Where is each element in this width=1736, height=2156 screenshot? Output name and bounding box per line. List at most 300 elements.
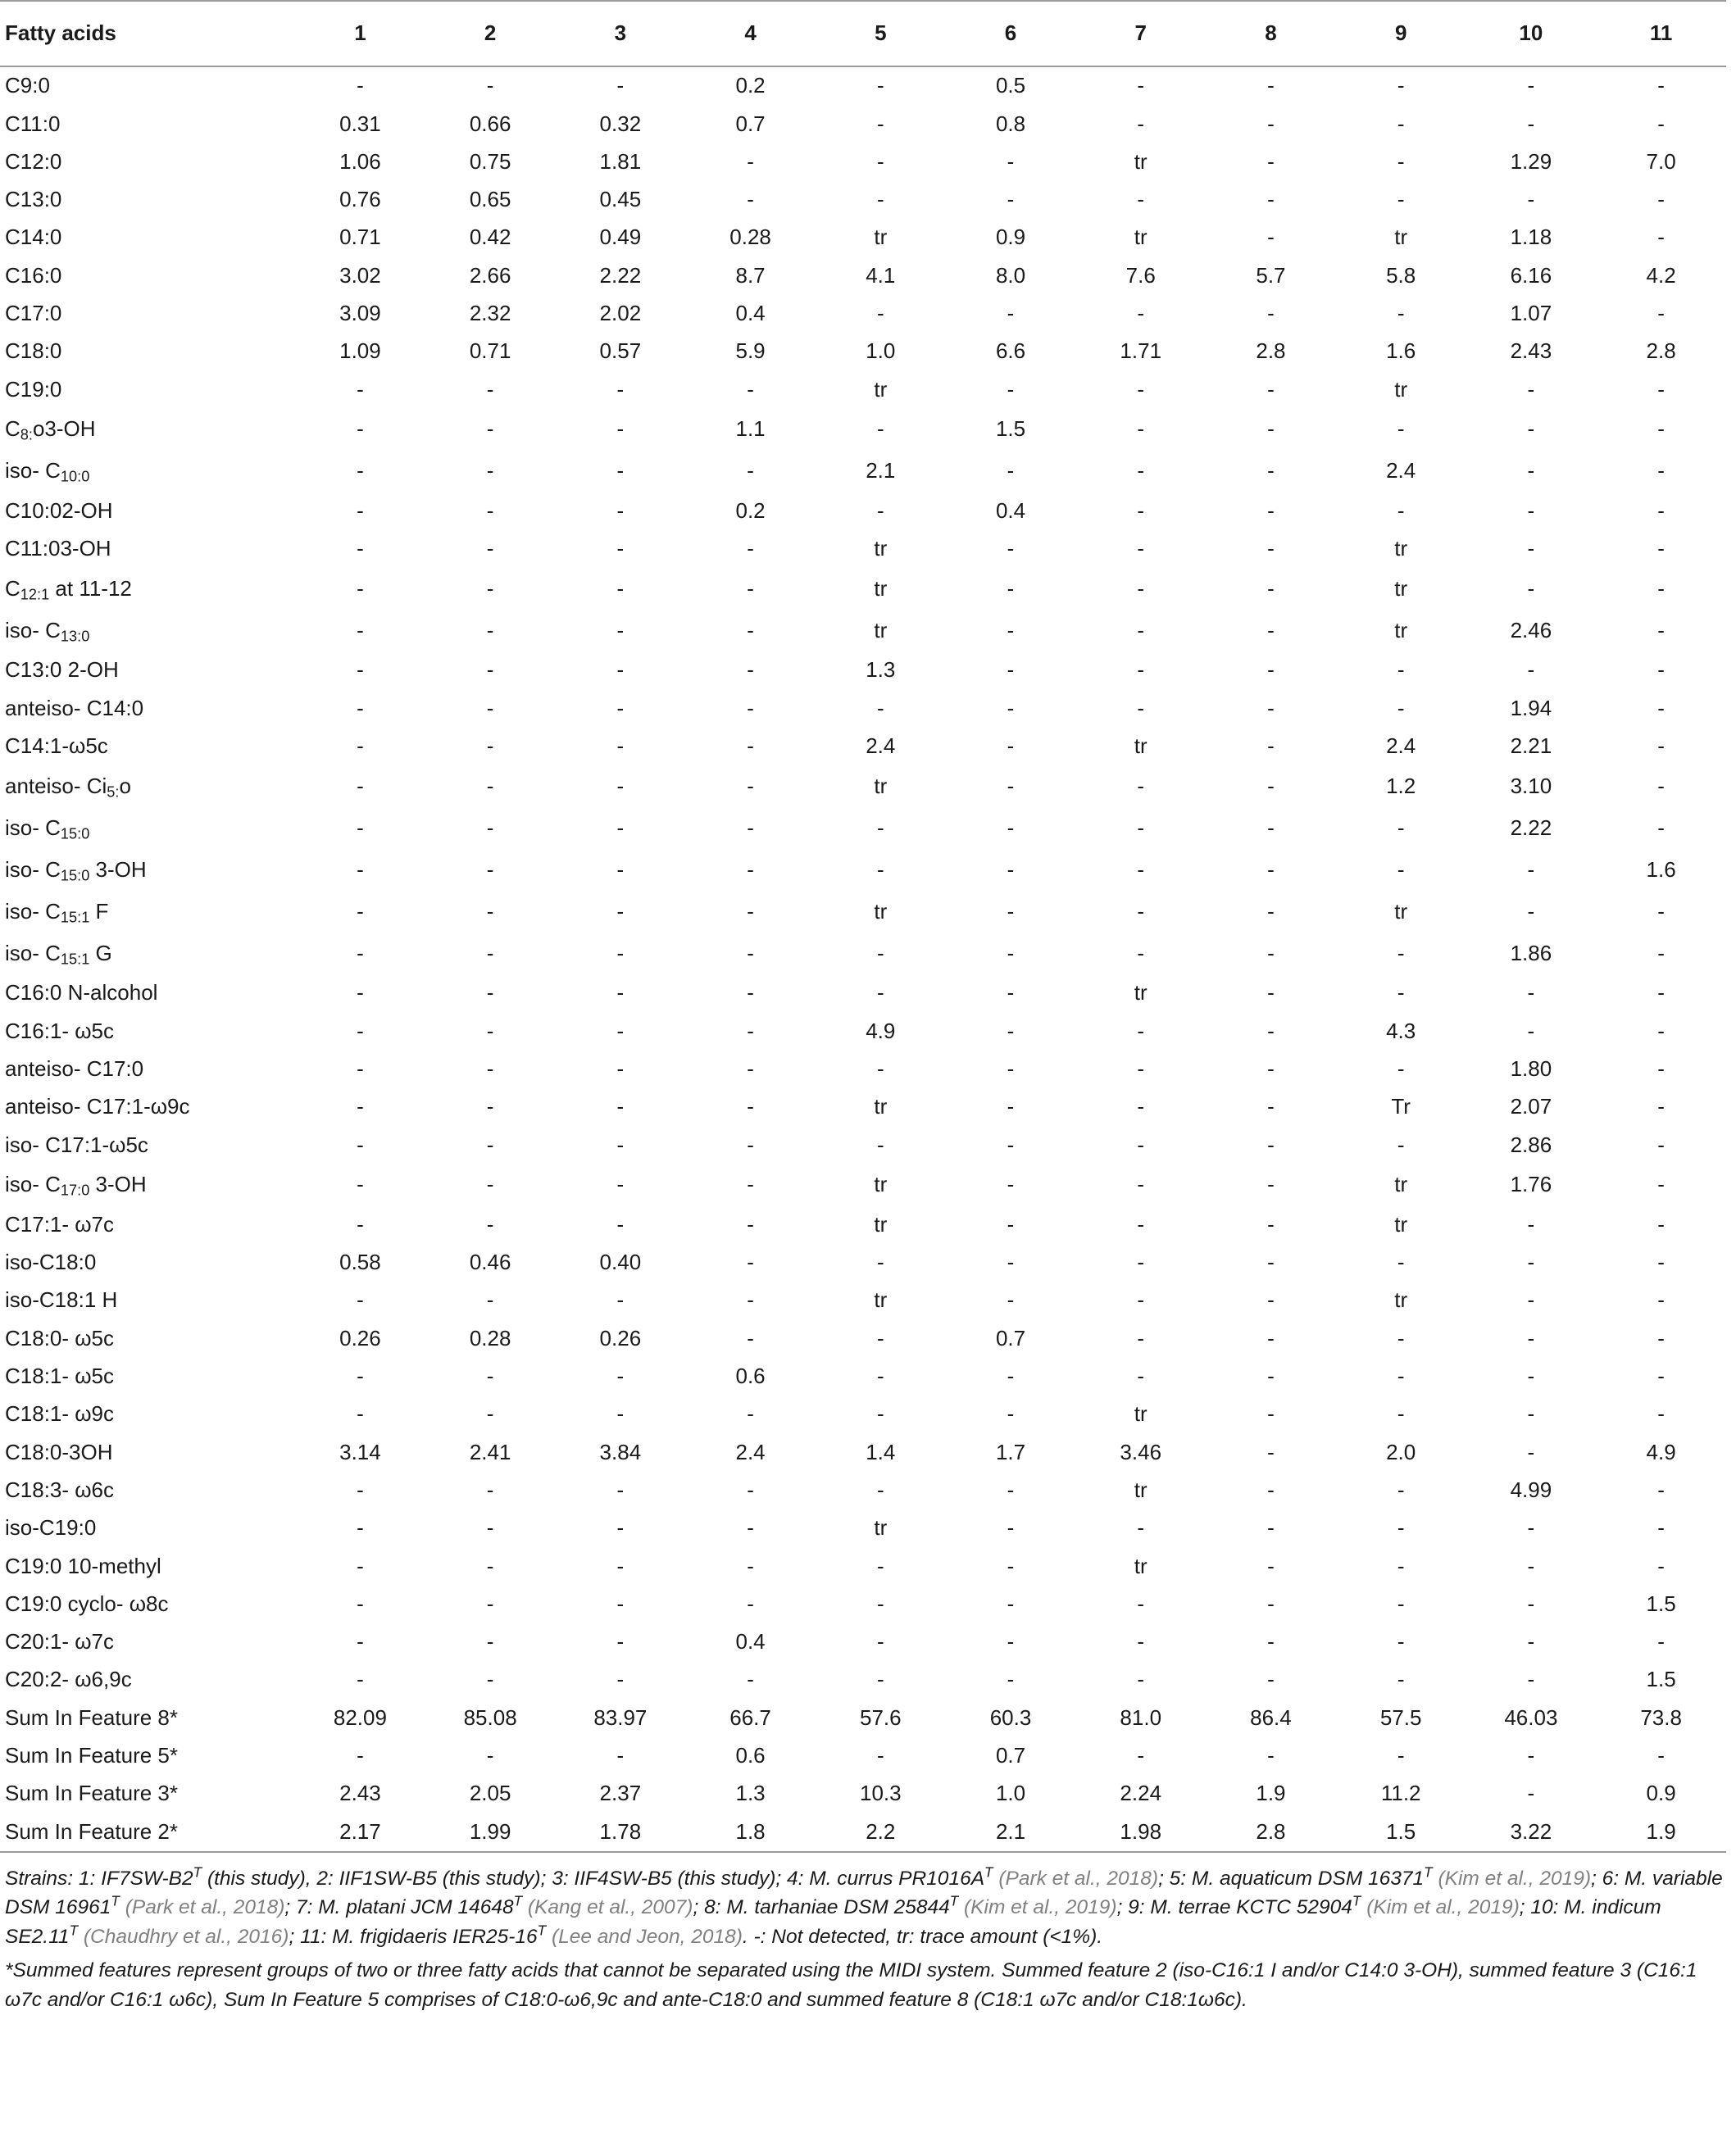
value-cell-strain-11: 1.6 [1646,856,1676,882]
value-cell-strain-5: tr [874,1287,888,1313]
value-cell-strain-8: - [1267,1018,1275,1043]
value-cell-strain-6: - [1007,1132,1015,1157]
value-cell-strain-9: - [1397,1132,1405,1157]
fatty-acid-name: C18:1- ω5c [5,1364,115,1389]
value-cell-strain-7: - [1137,575,1145,601]
value-cell-strain-1: 0.31 [339,111,381,136]
value-cell-strain-8: - [1267,1287,1275,1313]
value-cell-strain-1: 1.06 [339,148,381,174]
value-cell-strain-3: 0.49 [599,225,642,250]
value-cell-strain-4: - [747,458,754,483]
value-cell-strain-4: - [747,1287,754,1313]
citation: (Kang et al., 2007) [527,1896,693,1919]
value-cell-strain-5: - [876,980,884,1005]
value-cell-strain-1: - [357,1515,364,1541]
value-cell-strain-8: - [1267,1211,1275,1237]
value-cell-strain-11: - [1657,1553,1665,1578]
value-cell-strain-1: - [357,617,364,642]
value-cell-strain-1: 3.02 [339,262,381,288]
table-row [0,219,1726,256]
value-cell-strain-11: 1.5 [1646,1667,1676,1692]
value-cell-strain-8: 86.4 [1250,1704,1292,1730]
fatty-acid-name: $C_{12:1}$ at 11-12 [5,575,132,603]
value-cell-strain-7: - [1137,73,1145,98]
value-cell-strain-1: - [357,1477,364,1502]
value-cell-strain-11: - [1657,940,1665,965]
value-cell-strain-4: - [747,733,754,759]
value-cell-strain-1: - [357,980,364,1005]
fatty-acid-name: C17:0 [5,300,62,325]
value-cell-strain-2: 0.42 [469,225,511,250]
value-cell-strain-4: - [747,536,754,561]
value-cell-strain-5: - [876,1250,884,1275]
value-cell-strain-4: 0.6 [735,1743,766,1768]
column-header-strain-10: 10 [1466,1,1597,66]
value-cell-strain-3: - [616,1515,625,1541]
value-cell-strain-3: 2.02 [599,300,642,325]
value-cell-strain-2: - [486,458,494,483]
value-cell-strain-11: 4.9 [1646,1439,1676,1464]
value-cell-strain-8: - [1267,73,1275,98]
value-cell-strain-11: 0.9 [1646,1781,1676,1806]
value-cell-strain-10: - [1527,1401,1535,1427]
value-cell-strain-9: - [1397,980,1405,1005]
value-cell-strain-4: - [747,773,754,798]
value-cell-strain-3: - [616,1553,625,1578]
value-cell-strain-6: 0.7 [995,1325,1026,1350]
value-cell-strain-6: - [1007,1667,1015,1692]
value-cell-strain-8: - [1267,657,1275,683]
table-row [0,1164,1726,1206]
fatty-acid-name: anteiso- C17:0 [5,1055,144,1081]
value-cell-strain-8: 2.8 [1256,338,1286,364]
value-cell-strain-3: - [616,1211,625,1237]
value-cell-strain-7: - [1137,300,1145,325]
value-cell-strain-1: - [357,940,364,965]
value-cell-strain-5: 10.3 [859,1781,902,1806]
value-cell-strain-10: - [1527,1364,1535,1389]
value-cell-strain-7: 1.98 [1075,1813,1206,1851]
value-cell-strain-4: 1.1 [735,416,766,442]
value-cell-strain-2: - [486,1055,494,1081]
value-cell-strain-8: - [1267,1515,1275,1541]
value-cell-strain-4: - [747,1553,754,1578]
value-cell-strain-8: - [1267,940,1275,965]
value-cell-strain-5: - [876,1553,884,1578]
value-cell-strain-8: 1.9 [1256,1781,1286,1806]
value-cell-strain-11: - [1657,1364,1665,1389]
value-cell-strain-7: - [1137,1172,1145,1197]
value-cell-strain-3: - [616,575,625,601]
value-cell-strain-10: - [1527,497,1535,523]
value-cell-strain-4: 0.6 [735,1364,766,1389]
fatty-acid-name: C11:0 [5,111,61,136]
citation: (Lee and Jeon, 2018) [551,1925,743,1948]
value-cell-strain-8: - [1267,980,1275,1005]
value-cell-strain-6: - [1007,1477,1015,1502]
value-cell-strain-5: - [876,416,884,442]
column-header-strain-9: 9 [1336,1,1466,66]
value-cell-strain-6: - [1007,1055,1015,1081]
value-cell-strain-10: - [1527,1553,1535,1578]
table-row [0,181,1726,219]
column-header-strain-4: 4 [685,1,816,66]
value-cell-strain-4: 8.7 [735,262,766,288]
value-cell-strain-11: - [1657,1211,1665,1237]
value-cell-strain-8: - [1267,1055,1275,1081]
value-cell-strain-4: 1.8 [685,1813,816,1851]
value-cell-strain-4: - [747,695,754,720]
value-cell-strain-1: 3.09 [339,300,381,325]
value-cell-strain-1: - [357,815,364,840]
value-cell-strain-10: 3.22 [1466,1813,1597,1851]
fatty-acid-name: C20:1- ω7c [5,1629,115,1654]
value-cell-strain-1: - [357,1172,364,1197]
value-cell-strain-8: - [1267,458,1275,483]
value-cell-strain-6: - [1007,187,1015,212]
value-cell-strain-3: - [616,657,625,683]
fatty-acid-name: C18:0-3OH [5,1439,113,1464]
fatty-acid-name: iso- $C_{13:0}$ [5,617,90,645]
value-cell-strain-8: - [1267,1629,1275,1654]
value-cell-strain-6: - [1007,1287,1015,1313]
value-cell-strain-2: - [486,898,494,924]
value-cell-strain-11: - [1657,536,1665,561]
value-cell-strain-9: - [1397,73,1405,98]
value-cell-strain-6: - [1007,773,1015,798]
value-cell-strain-3: 0.26 [599,1325,642,1350]
value-cell-strain-9: tr [1394,536,1408,561]
value-cell-strain-11: - [1657,416,1665,442]
value-cell-strain-7: - [1137,376,1145,402]
value-cell-strain-7: 7.6 [1125,262,1156,288]
citation: (Kim et al., 2019) [1366,1896,1520,1919]
value-cell-strain-9: - [1397,148,1405,174]
fatty-acid-name: C19:0 cyclo- ω8c [5,1591,169,1616]
table-row [0,1358,1726,1396]
value-cell-strain-6: 60.3 [989,1704,1032,1730]
value-cell-strain-8: - [1267,815,1275,840]
value-cell-strain-8: - [1267,497,1275,523]
value-cell-strain-5: tr [874,536,888,561]
table-row [0,451,1726,492]
value-cell-strain-1: 82.09 [333,1704,387,1730]
value-cell-strain-3: - [616,898,625,924]
value-cell-strain-5: - [876,1401,884,1427]
table-row [0,1775,1726,1813]
value-cell-strain-10: - [1527,187,1535,212]
value-cell-strain-1: - [357,1553,364,1578]
table-row [0,105,1726,143]
value-cell-strain-2: - [486,1743,494,1768]
value-cell-strain-11: - [1657,1055,1665,1081]
value-cell-strain-11: - [1657,1250,1665,1275]
value-cell-strain-8: - [1267,1172,1275,1197]
value-cell-strain-9: - [1397,1055,1405,1081]
value-cell-strain-1: - [357,898,364,924]
column-header-fatty-acids: Fatty acids [0,1,295,66]
value-cell-strain-5: - [876,1743,884,1768]
value-cell-strain-11: - [1657,225,1665,250]
value-cell-strain-8: - [1267,1743,1275,1768]
value-cell-strain-8: 5.7 [1256,262,1286,288]
value-cell-strain-3: - [616,536,625,561]
value-cell-strain-8: - [1267,225,1275,250]
value-cell-strain-2: - [486,1629,494,1654]
value-cell-strain-6: - [1007,1250,1015,1275]
value-cell-strain-9: 2.0 [1386,1439,1416,1464]
table-row [0,1206,1726,1244]
value-cell-strain-5: 4.1 [866,262,896,288]
value-cell-strain-7: - [1137,815,1145,840]
value-cell-strain-5: - [876,1629,884,1654]
value-cell-strain-2: - [486,733,494,759]
fatty-acid-name: C16:0 N-alcohol [5,980,158,1005]
value-cell-strain-8: - [1267,1553,1275,1578]
value-cell-strain-7: - [1137,1018,1145,1043]
value-cell-strain-10: - [1527,980,1535,1005]
value-cell-strain-5: - [876,111,884,136]
value-cell-strain-6: 0.9 [995,225,1026,250]
value-cell-strain-2: - [486,1211,494,1237]
fatty-acid-name: Sum In Feature 8* [5,1704,178,1730]
value-cell-strain-7: - [1137,1667,1145,1692]
value-cell-strain-4: 5.9 [735,338,766,364]
value-cell-strain-9: - [1397,187,1405,212]
value-cell-strain-3: - [616,856,625,882]
value-cell-strain-1: - [357,1629,364,1654]
value-cell-strain-5: 2.1 [866,458,896,483]
value-cell-strain-9: tr [1394,575,1408,601]
value-cell-strain-7: 81.0 [1120,1704,1162,1730]
value-cell-strain-6: 1.5 [995,416,1026,442]
value-cell-strain-8: - [1267,1591,1275,1616]
table-row [0,1813,1726,1851]
value-cell-strain-7: - [1137,695,1145,720]
table-row [0,765,1726,807]
value-cell-strain-7: tr [1134,980,1147,1005]
table-row [0,256,1726,294]
value-cell-strain-7: - [1137,1287,1145,1313]
value-cell-strain-4: - [747,1591,754,1616]
value-cell-strain-6: - [1007,1553,1015,1578]
citation: (Kim et al., 2019) [964,1896,1117,1919]
value-cell-strain-2: - [486,376,494,402]
value-cell-strain-9: - [1397,497,1405,523]
value-cell-strain-11: - [1657,458,1665,483]
value-cell-strain-5: - [876,1364,884,1389]
value-cell-strain-2: 0.66 [469,111,511,136]
fatty-acid-name: iso- C17:1-ω5c [5,1132,148,1157]
value-cell-strain-11: 73.8 [1640,1704,1682,1730]
value-cell-strain-2: 0.28 [469,1325,511,1350]
value-cell-strain-10: 1.94 [1510,695,1552,720]
value-cell-strain-10: 1.29 [1510,148,1552,174]
value-cell-strain-5: tr [874,1172,888,1197]
value-cell-strain-3: - [616,416,625,442]
value-cell-strain-5: - [876,940,884,965]
value-cell-strain-2: 2.32 [469,300,511,325]
value-cell-strain-9: - [1397,815,1405,840]
value-cell-strain-5: - [876,1477,884,1502]
value-cell-strain-7: - [1137,458,1145,483]
value-cell-strain-6: - [1007,1591,1015,1616]
value-cell-strain-5: tr [874,773,888,798]
value-cell-strain-6: 0.8 [995,111,1026,136]
value-cell-strain-10: 2.43 [1510,338,1552,364]
value-cell-strain-10: - [1527,1515,1535,1541]
table-row [0,1472,1726,1509]
value-cell-strain-2: - [486,1477,494,1502]
value-cell-strain-5: tr [874,225,888,250]
value-cell-strain-4: - [747,1477,754,1502]
value-cell-strain-3: 0.32 [599,111,642,136]
value-cell-strain-11: - [1657,1172,1665,1197]
value-cell-strain-6: 0.7 [995,1743,1026,1768]
value-cell-strain-3: 0.45 [599,187,642,212]
value-cell-strain-4: - [747,898,754,924]
fatty-acid-name: C13:0 2-OH [5,657,119,683]
value-cell-strain-10: - [1527,111,1535,136]
value-cell-strain-1: 3.14 [339,1439,381,1464]
fatty-acid-name: C13:0 [5,187,62,212]
value-cell-strain-7: - [1137,111,1145,136]
value-cell-strain-4: - [747,187,754,212]
value-cell-strain-4: - [747,1325,754,1350]
value-cell-strain-4: - [747,1094,754,1119]
table-row [0,690,1726,728]
value-cell-strain-6: - [1007,617,1015,642]
value-cell-strain-5: - [876,73,884,98]
value-cell-strain-6: - [1007,940,1015,965]
value-cell-strain-4: - [747,148,754,174]
strains-note: Strains: 1: $IF7SW-B2^T$ (this study), 2: IIF1SW-B5 (this study); 3: IIF4SW-B5 (this study); 4: M. currus $PR1016A^T$ (Park et al., 2018); 5: M. aquaticum DSM $16371^T$ (Kim et al., 2019); 6: M. variable DSM $16961^T$ (Park et al., 2018); 7: M. platani JCM $14648^T$ (Kang et al., 2007); 8: M. tarhaniae DSM $25844^T$ (Kim et al., 2019); 9: M. terrae KCTC $52904^T$ (Kim et al., 2019); 10: M. indicum $SE2.11^T$ (Chaudhry et al., 2016); 11: M. frigidaeris $IER25-16^T$ (Lee and Jeon, 2018). -: Not detected, tr: trace amount (<1%). [5,1863,1723,1948]
value-cell-strain-7: - [1137,1591,1145,1616]
value-cell-strain-1: - [357,458,364,483]
fatty-acid-name: Sum In Feature 5* [5,1743,178,1768]
value-cell-strain-11: - [1657,1477,1665,1502]
value-cell-strain-10: 1.80 [1510,1055,1552,1081]
value-cell-strain-11: - [1657,1743,1665,1768]
value-cell-strain-9: 1.2 [1386,773,1416,798]
value-cell-strain-5: tr [874,1515,888,1541]
value-cell-strain-6: - [1007,657,1015,683]
value-cell-strain-8: - [1267,148,1275,174]
value-cell-strain-5: 2.4 [866,733,896,759]
fatty-acid-name: C11:03-OH [5,536,111,561]
value-cell-strain-9: - [1397,695,1405,720]
value-cell-strain-3: - [616,1743,625,1768]
value-cell-strain-9: - [1397,856,1405,882]
table-row [0,1282,1726,1319]
value-cell-strain-5: - [876,856,884,882]
value-cell-strain-8: - [1267,575,1275,601]
value-cell-strain-5: - [876,1055,884,1081]
value-cell-strain-2: - [486,773,494,798]
value-cell-strain-4: 2.4 [735,1439,766,1464]
value-cell-strain-4: - [747,1132,754,1157]
table-row [0,530,1726,568]
value-cell-strain-6: 0.5 [995,73,1026,98]
value-cell-strain-11: - [1657,73,1665,98]
value-cell-strain-1: - [357,1018,364,1043]
fatty-acid-name: iso- $C_{15:0}$ [5,815,90,842]
value-cell-strain-2: 0.71 [469,338,511,364]
value-cell-strain-3: 2.37 [599,1781,642,1806]
value-cell-strain-9: 1.6 [1386,338,1416,364]
column-header-strain-5: 5 [816,1,946,66]
value-cell-strain-3: - [616,376,625,402]
value-cell-strain-1: - [357,1364,364,1389]
value-cell-strain-9: - [1397,1477,1405,1502]
value-cell-strain-2: - [486,1667,494,1692]
value-cell-strain-3: - [616,1667,625,1692]
value-cell-strain-10: - [1527,458,1535,483]
fatty-acid-name: C18:3- ω6c [5,1477,115,1502]
value-cell-strain-6: - [1007,1094,1015,1119]
value-cell-strain-11: - [1657,733,1665,759]
summed-features-note: *Summed features represent groups of two or three fatty acids that cannot be separated using the MIDI system. Summed feature 2 (iso-C16:1 I and/or C14:0 3-OH), summed feature 3 (C16:1 ω7c and/or C16:1 ω6c), Sum In Feature 5 comprises of C18:0-ω6,9c and ante-C18:0 and summed feature 8 (C18:1 ω7c and/or C18:1ω6c). [5,1959,1697,2011]
fatty-acid-name: anteiso- C14:0 [5,695,144,720]
value-cell-strain-1: - [357,536,364,561]
fatty-acid-name: iso- $C_{15:1}$ G [5,940,112,968]
table-row [0,1586,1726,1623]
value-cell-strain-11: - [1657,376,1665,402]
value-cell-strain-5: - [876,497,884,523]
value-cell-strain-3: - [616,617,625,642]
value-cell-strain-8: - [1267,300,1275,325]
value-cell-strain-8: - [1267,1477,1275,1502]
value-cell-strain-2: 2.05 [469,1781,511,1806]
value-cell-strain-2: - [486,657,494,683]
value-cell-strain-11: 7.0 [1646,148,1676,174]
value-cell-strain-1: - [357,1591,364,1616]
value-cell-strain-7: - [1137,856,1145,882]
value-cell-strain-5: - [876,1132,884,1157]
value-cell-strain-2: - [486,1172,494,1197]
value-cell-strain-5: - [876,1325,884,1350]
value-cell-strain-11: - [1657,1515,1665,1541]
value-cell-strain-9: tr [1394,1287,1408,1313]
table-row [0,610,1726,651]
column-header-strain-1: 1 [295,1,425,66]
citation: (Park et al., 2018) [998,1867,1159,1890]
value-cell-strain-5: 57.6 [859,1704,902,1730]
value-cell-strain-4: 66.7 [729,1704,771,1730]
value-cell-strain-5: - [876,695,884,720]
value-cell-strain-3: - [616,1094,625,1119]
value-cell-strain-3: - [616,1055,625,1081]
table-row [0,728,1726,765]
value-cell-strain-10: 46.03 [1504,1704,1558,1730]
value-cell-strain-2: - [486,497,494,523]
value-cell-strain-10: - [1527,416,1535,442]
value-cell-strain-4: - [747,575,754,601]
value-cell-strain-1: - [357,733,364,759]
value-cell-strain-7: 1.71 [1120,338,1162,364]
value-cell-strain-6: 2.1 [946,1813,1076,1851]
value-cell-strain-8: - [1267,1325,1275,1350]
value-cell-strain-2: - [486,416,494,442]
value-cell-strain-1: - [357,1211,364,1237]
fatty-acid-name: C18:1- ω9c [5,1401,115,1427]
value-cell-strain-7: - [1137,187,1145,212]
value-cell-strain-11: - [1657,1287,1665,1313]
value-cell-strain-10: - [1527,1743,1535,1768]
value-cell-strain-3: - [616,940,625,965]
value-cell-strain-1: 0.26 [339,1325,381,1350]
value-cell-strain-7: - [1137,1132,1145,1157]
